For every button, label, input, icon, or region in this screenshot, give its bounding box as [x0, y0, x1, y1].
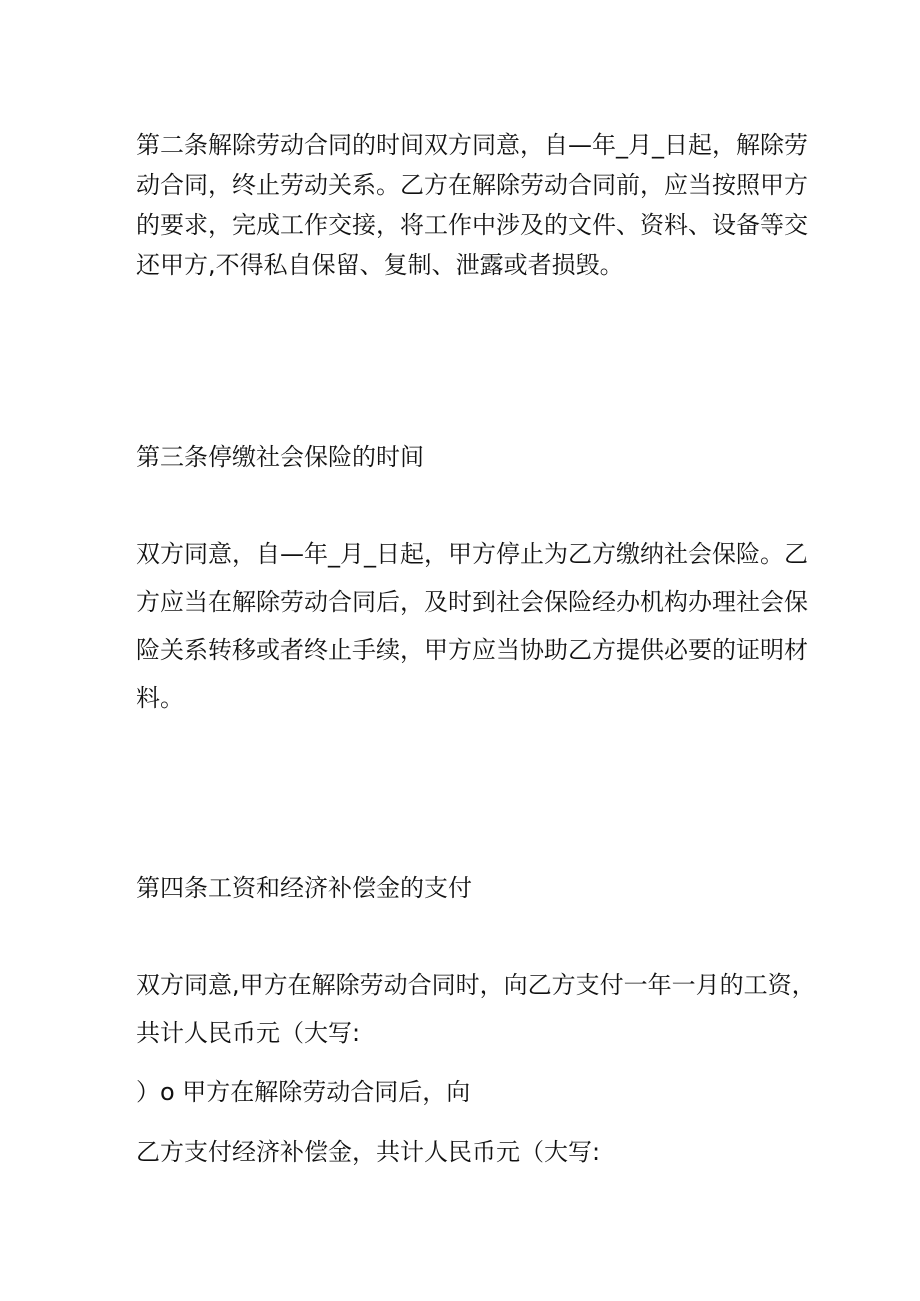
article-4-heading: 第四条工资和经济补偿金的支付 — [136, 874, 472, 902]
article-4-line-1: 双方同意,甲方在解除劳动合同时，向乙方支付一年一月的工资， — [136, 971, 816, 999]
article-3-line-4: 料。 — [136, 684, 184, 712]
article-4-line-4: 乙方支付经济补偿金，共计人民币元（大写: — [136, 1138, 601, 1166]
article-3-heading: 第三条停缴社会保险的时间 — [136, 443, 424, 471]
article-2-line-4: 还甲方,不得私自保留、复制、泄露或者损毁。 — [136, 251, 624, 279]
article-2-line-2: 动合同，终止劳动关系。乙方在解除劳动合同前，应当按照甲方 — [136, 171, 808, 199]
article-4-line-2: 共计人民币元（大写: — [136, 1019, 361, 1047]
article-3-line-1: 双方同意，自—年_月_日起，甲方停止为乙方缴纳社会保险。乙 — [136, 540, 808, 568]
article-4-line-3: ）o 甲方在解除劳动合同后，向 — [136, 1078, 471, 1106]
article-3-line-3: 险关系转移或者终止手续，甲方应当协助乙方提供必要的证明材 — [136, 636, 808, 664]
article-2-line-1: 第二条解除劳动合同的时间双方同意，自—年_月_日起，解除劳 — [136, 131, 808, 159]
article-3-line-2: 方应当在解除劳动合同后，及时到社会保险经办机构办理社会保 — [136, 588, 808, 616]
article-2-line-3: 的要求，完成工作交接，将工作中涉及的文件、资料、设备等交 — [136, 211, 808, 239]
